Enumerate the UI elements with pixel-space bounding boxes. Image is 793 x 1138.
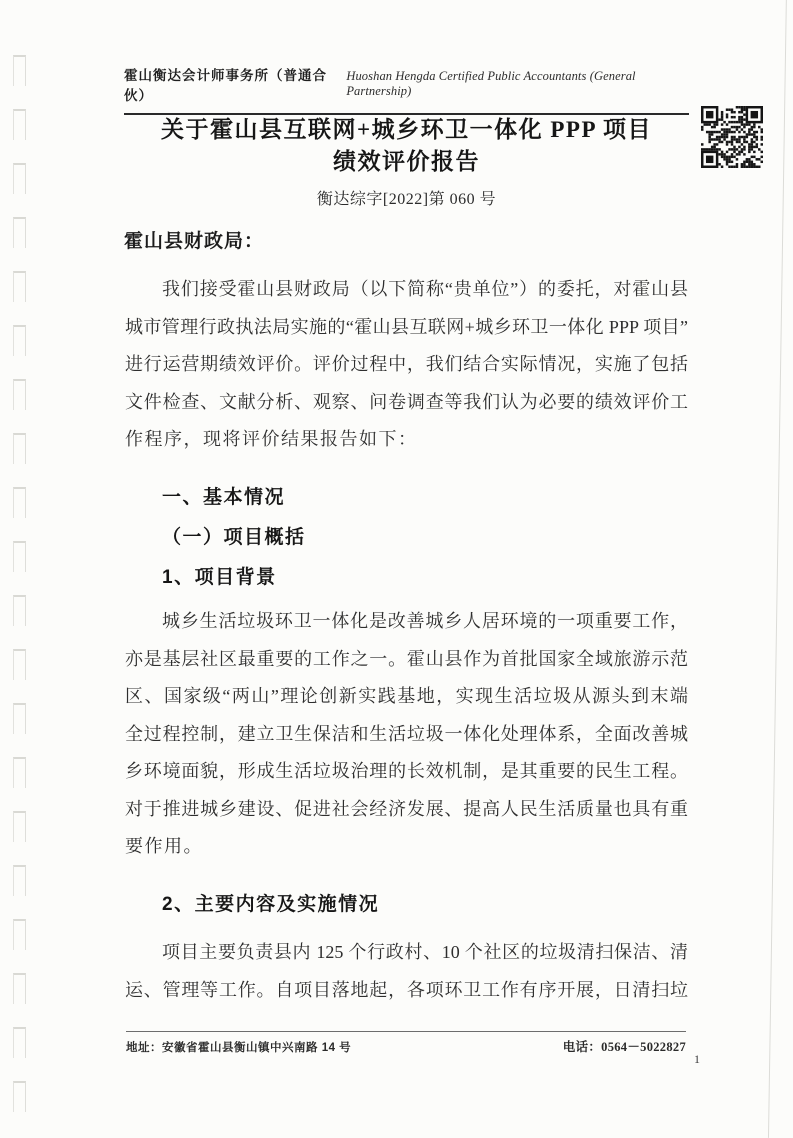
salutation: 霍山县财政局： [124, 231, 265, 252]
binding-mark [13, 325, 26, 356]
paragraph-line: 文件检查、文献分析、观察、问卷调查等我们认为必要的绩效评价工 [125, 391, 688, 412]
paragraph-line: 我们接受霍山县财政局（以下简称“贵单位”）的委托，对霍山县 [162, 279, 688, 299]
section-heading-basic-info: 一、基本情况 [162, 487, 286, 508]
binding-mark [13, 433, 26, 464]
binding-mark [13, 757, 26, 788]
section-heading-project-background: 1、项目背景 [162, 567, 277, 588]
section-heading-project-overview: （一）项目概括 [162, 527, 306, 548]
binding-mark [13, 109, 26, 140]
binding-mark [13, 811, 26, 842]
document-number: 衡达综字[2022]第 060 号 [316, 191, 497, 208]
firm-name-english: Huoshan Hengda Certified Public Accountants (General Partnership) [346, 69, 636, 98]
binding-mark [13, 595, 26, 626]
binding-mark [13, 55, 26, 86]
paragraph-line: 要作用。 [125, 836, 203, 856]
binding-mark [13, 919, 26, 950]
paragraph-line: 进行运营期绩效评价。评价过程中，我们结合实际情况，实施了包括 [125, 354, 688, 374]
paragraph-background [125, 603, 688, 866]
paragraph-line: 运、管理等工作。自项目落地起，各项环卫工作有序开展，日清扫垃 [125, 979, 688, 1000]
paragraph-line: 作程序，现将评价结果报告如下： [125, 429, 418, 449]
paragraph-line: 乡环境面貌，形成生活垃圾治理的长效机制，是其重要的民生工程。 [125, 761, 688, 781]
binding-mark [13, 271, 26, 302]
paragraph-implementation [125, 934, 688, 1009]
binding-mark [13, 973, 26, 1004]
binding-mark [13, 487, 26, 518]
footer-rule [126, 1031, 686, 1032]
paragraph-intro [125, 271, 688, 459]
binding-hole-marks [0, 0, 40, 1121]
paragraph-line: 项目主要负责县内 125 个行政村、10 个社区的垃圾清扫保洁、清 [162, 942, 688, 962]
paragraph-line: 城市管理行政执法局实施的“霍山县互联网+城乡环卫一体化 PPP 项目” [125, 316, 688, 337]
footer-address: 地址：安徽省霍山县衡山镇中兴南路 14 号 [126, 1042, 352, 1054]
binding-mark [13, 217, 26, 248]
report-title-line2: 绩效评价报告 [333, 149, 480, 174]
binding-mark [13, 541, 26, 572]
binding-mark [13, 649, 26, 680]
footer [126, 1037, 686, 1055]
binding-mark [13, 1027, 26, 1058]
paragraph-line: 区、国家级“两山”理论创新实践基地，实现生活垃圾从源头到末端 [125, 686, 688, 706]
paragraph-line: 亦是基层社区最重要的工作之一。霍山县作为首批国家全域旅游示范 [125, 648, 688, 669]
paragraph-line: 对于推进城乡建设、促进社会经济发展、提高人民生活质量也具有重 [125, 798, 688, 819]
page-number: 1 [694, 1052, 700, 1066]
report-title-line1: 关于霍山县互联网+城乡环卫一体化 PPP 项目 [161, 117, 652, 142]
binding-mark [13, 379, 26, 410]
paragraph-line: 城乡生活垃圾环卫一体化是改善城乡人居环境的一项重要工作， [162, 611, 688, 631]
firm-name-chinese: 霍山衡达会计师事务所（普通合伙） [124, 68, 327, 103]
binding-mark [13, 703, 26, 734]
paper-edge-line [768, 0, 787, 1138]
binding-mark [13, 1081, 26, 1112]
section-heading-main-content: 2、主要内容及实施情况 [162, 894, 380, 915]
paragraph-line: 全过程控制，建立卫生保洁和生活垃圾一体化处理体系，全面改善城 [125, 723, 688, 744]
qr-code [701, 106, 763, 168]
report-title-block [125, 114, 688, 209]
binding-mark [13, 865, 26, 896]
letterhead [124, 64, 689, 115]
footer-phone: 电话：0564－5022827 [562, 1040, 686, 1054]
binding-mark [13, 163, 26, 194]
